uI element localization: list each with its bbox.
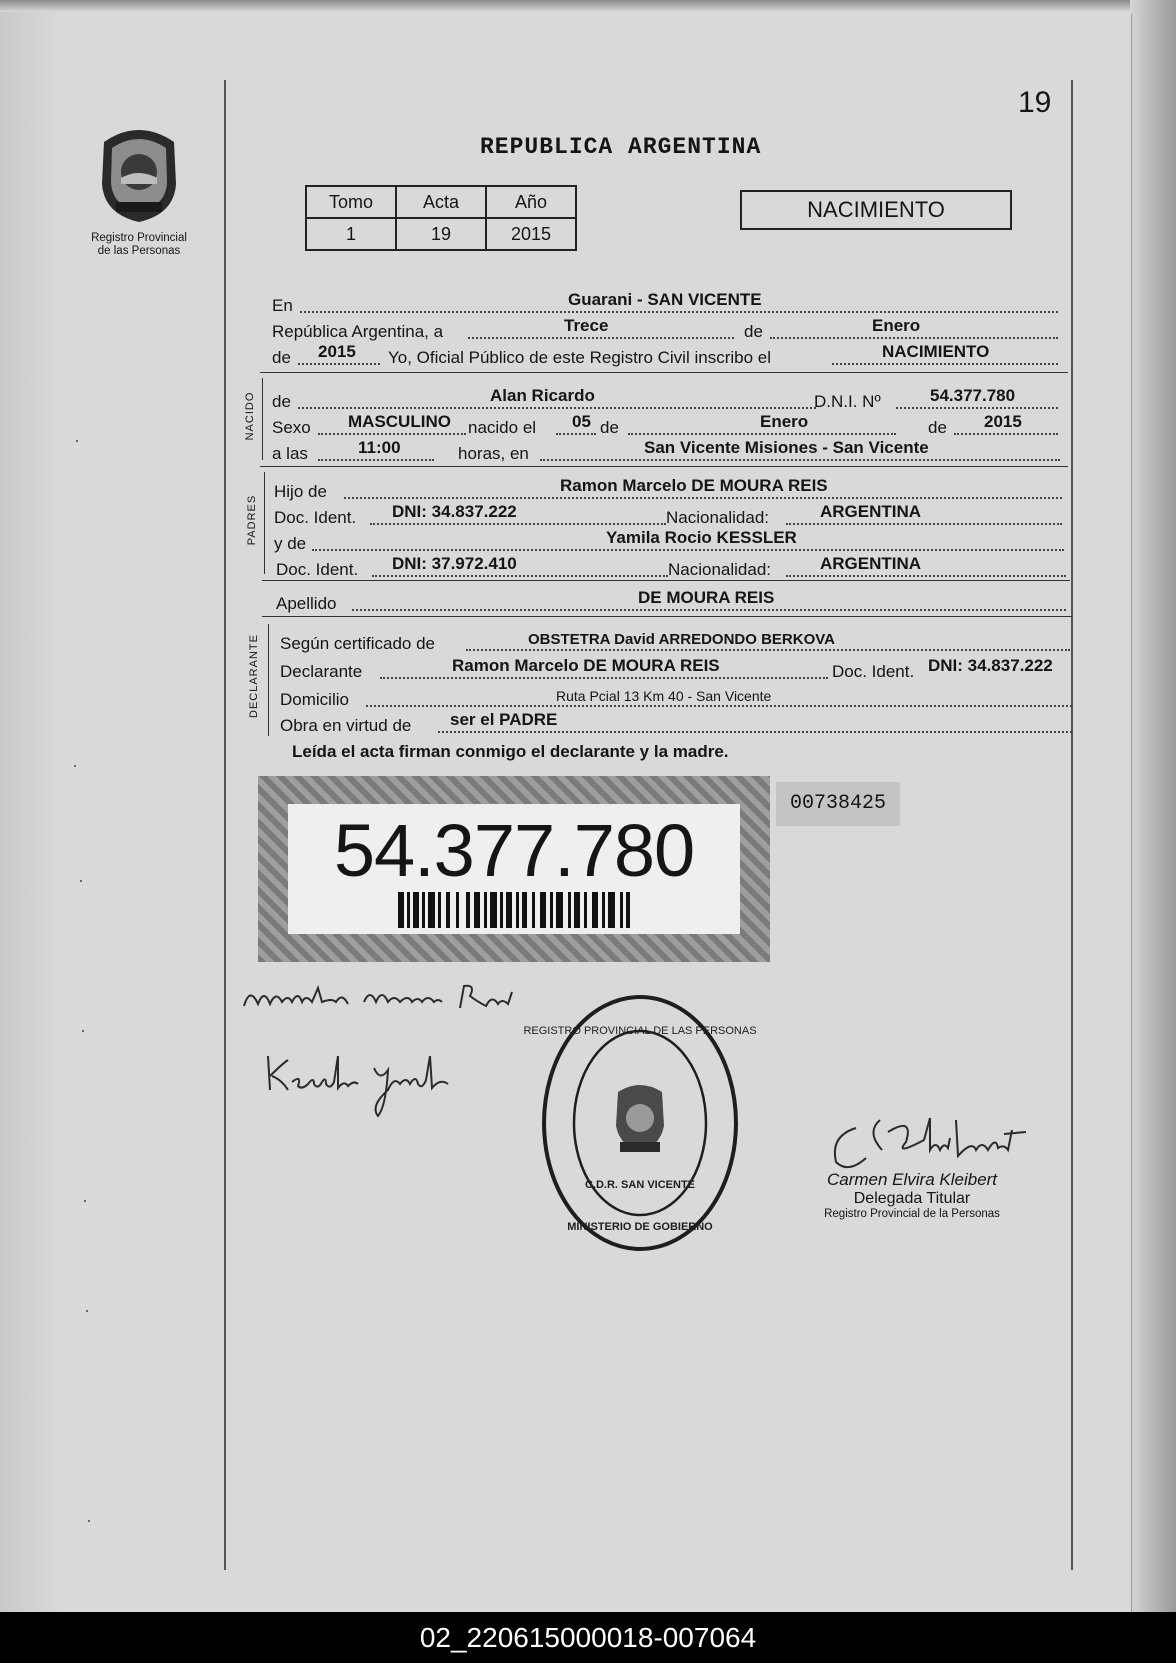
registry-value-ano: 2015 — [486, 218, 576, 250]
year-value: 2015 — [318, 342, 356, 361]
reason-value: ser el PADRE — [450, 710, 558, 729]
sticker-serial: 00738425 — [776, 782, 900, 826]
mother-name-value: Yamila Rocio KESSLER — [606, 528, 797, 547]
registry-header-ano: Año — [486, 186, 576, 218]
father-nationality-value: ARGENTINA — [820, 502, 922, 521]
registry-table — [305, 185, 577, 251]
father-doc-row: Doc. Ident. DNI: 34.837.222 Nacionalidad: ARGENTINA — [274, 504, 1064, 528]
father-row: Hijo de Ramon Marcelo DE MOURA REIS — [274, 478, 1064, 502]
father-name-value: Ramon Marcelo DE MOURA REIS — [560, 476, 828, 495]
official-seal — [523, 992, 757, 1254]
child-name-value: Alan Ricardo — [490, 386, 595, 405]
barcode-icon — [398, 892, 630, 928]
nacido-time-row: a las 11:00 horas, en San Vicente Misiones - San Vicente — [272, 440, 1062, 464]
mother-nationality-value: ARGENTINA — [820, 554, 922, 573]
intro-place-row: En Guarani - SAN VICENTE — [272, 292, 1060, 316]
mother-signature — [262, 1046, 502, 1126]
nacido-section-label: NACIDO — [244, 391, 256, 441]
provincial-coat-of-arms-icon — [94, 122, 184, 226]
record-type-box: NACIMIENTO — [740, 190, 1012, 230]
logo-caption: Registro Provincial de las Personas — [91, 232, 187, 257]
declarant-signature — [240, 972, 560, 1028]
registry-value-acta: 19 — [396, 218, 486, 250]
father-doc-value: DNI: 34.837.222 — [392, 502, 517, 521]
birth-year-value: 2015 — [984, 412, 1022, 431]
month-value: Enero — [872, 316, 921, 335]
page-number: 19 — [1018, 86, 1052, 119]
left-margin-line — [224, 80, 226, 1570]
intro-act-row: de 2015 Yo, Oficial Público de este Registro Civil inscribo el NACIMIENTO — [272, 344, 1060, 368]
intro-date-row: República Argentina, a Trece de Enero — [272, 318, 1060, 342]
act-value: NACIMIENTO — [882, 342, 990, 361]
surname-row: Apellido DE MOURA REIS — [276, 590, 1068, 614]
child-dni-value: 54.377.780 — [930, 386, 1016, 405]
sex-value: MASCULINO — [348, 412, 451, 431]
registry-header-tomo: Tomo — [306, 186, 396, 218]
reason-row: Obra en virtud de ser el PADRE — [280, 712, 1074, 736]
scan-footer-code: 02_220615000018-007064 — [0, 1612, 1176, 1663]
document-title: REPUBLICA ARGENTINA — [480, 134, 762, 160]
mother-row: y de Yamila Rocio KESSLER — [274, 530, 1066, 554]
place-value: Guarani - SAN VICENTE — [568, 290, 762, 309]
mother-doc-row: Doc. Ident. DNI: 37.972.410 Nacionalidad: ARGENTINA — [276, 556, 1068, 580]
official-org: Registro Provincial de la Personas — [824, 1208, 1000, 1220]
padres-section-label: PADRES — [246, 494, 258, 546]
declarante-section-label: DECLARANTE — [248, 634, 260, 718]
certificate-value: OBSTETRA David ARREDONDO BERKOVA — [528, 631, 835, 648]
seal-bottom-text: MINISTERIO DE GOBIERNO — [567, 1221, 713, 1233]
birth-place-value: San Vicente Misiones - San Vicente — [644, 438, 929, 457]
declarant-row: Declarante Ramon Marcelo DE MOURA REIS Doc. Ident. DNI: 34.837.222 — [280, 656, 1053, 681]
official-name: Carmen Elvira Kleibert — [826, 1170, 998, 1189]
registry-header-acta: Acta — [396, 186, 486, 218]
day-value: Trece — [564, 316, 609, 335]
address-row: Domicilio Ruta Pcial 13 Km 40 - San Vicente — [280, 686, 1074, 710]
certificate-row: Según certificado de OBSTETRA David ARREDONDO BERKOVA — [280, 630, 1072, 654]
birth-day-value: 05 — [572, 412, 591, 431]
nacido-name-row: de Alan Ricardo D.N.I. Nº 54.377.780 — [272, 388, 1060, 412]
dni-sticker — [258, 776, 770, 962]
declarant-doc-value: DNI: 34.837.222 — [928, 656, 1053, 675]
seal-top-text: REGISTRO PROVINCIAL DE LAS PERSONAS — [523, 1025, 757, 1037]
address-value: Ruta Pcial 13 Km 40 - San Vicente — [556, 688, 772, 704]
seal-middle-text: C.D.R. SAN VICENTE — [584, 1179, 696, 1191]
official-block — [812, 1170, 1012, 1220]
sticker-dni-number: 54.377.780 — [333, 809, 695, 892]
mother-doc-value: DNI: 37.972.410 — [392, 554, 517, 573]
official-role: Delegada Titular — [853, 1190, 971, 1207]
registry-value-tomo: 1 — [306, 218, 396, 250]
surname-value: DE MOURA REIS — [638, 588, 775, 607]
declarant-name-value: Ramon Marcelo DE MOURA REIS — [452, 656, 720, 675]
right-margin-line — [1071, 80, 1073, 1570]
closing-statement: Leída el acta firman conmigo el declarante y la madre. — [292, 742, 729, 761]
nacido-sex-row: Sexo MASCULINO nacido el 05 de Enero de 2015 — [272, 414, 1060, 438]
birth-month-value: Enero — [760, 412, 809, 431]
birth-time-value: 11:00 — [358, 438, 401, 457]
